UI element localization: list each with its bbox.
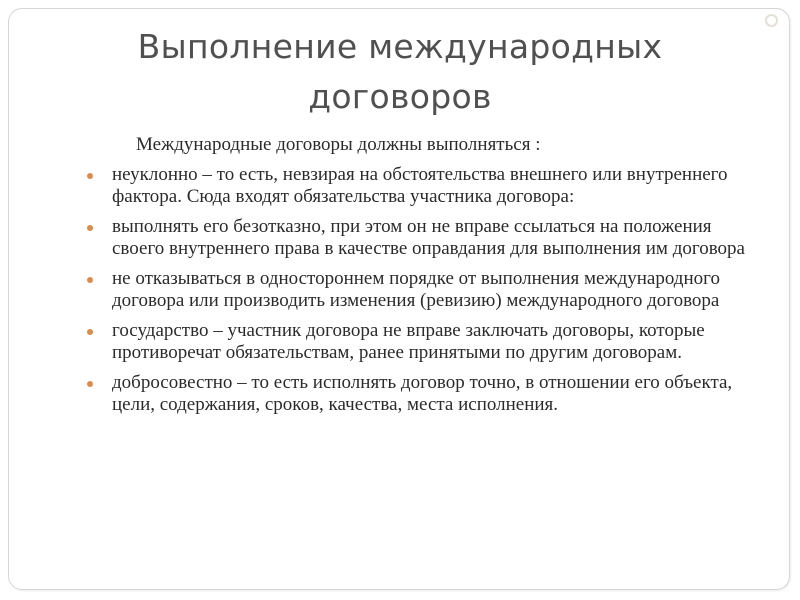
bullet-item [88,216,768,260]
bullet-item [88,320,768,364]
bullet-dot-icon [87,381,93,387]
bullet-text: государство – участник договора не вправе заключать договоры, которые противоречат обязательствам, ранее принятыми по другим договорам. [112,320,705,363]
bullet-list [88,164,768,416]
bullet-text: не отказываться в одностороннем порядке от выполнения международного договора или производить изменения (ревизию) международного договора [112,268,720,311]
slide-content [88,134,768,424]
bullet-text: выполнять его безотказно, при этом он не вправе ссылаться на положения своего внутреннего права в качестве оправдания для выполнения им договора [112,216,745,259]
decorative-circle-icon [765,14,778,27]
bullet-dot-icon [87,277,93,283]
bullet-text: неуклонно – то есть, невзирая на обстоятельства внешнего или внутреннего фактора. Сюда входят обязательства участника договора: [112,164,728,207]
bullet-dot-icon [87,329,93,335]
intro-text: Международные договоры должны выполняться : [136,134,541,155]
bullet-item [88,268,768,312]
slide-title: Выполнение международных договоров [137,27,663,116]
bullet-item [88,164,768,208]
bullet-dot-icon [87,173,93,179]
bullet-text: добросовестно – то есть исполнять договор точно, в отношении его объекта, цели, содержания, сроков, качества, места исполнения. [112,372,733,415]
bullet-dot-icon [87,225,93,231]
bullet-item [88,372,768,416]
